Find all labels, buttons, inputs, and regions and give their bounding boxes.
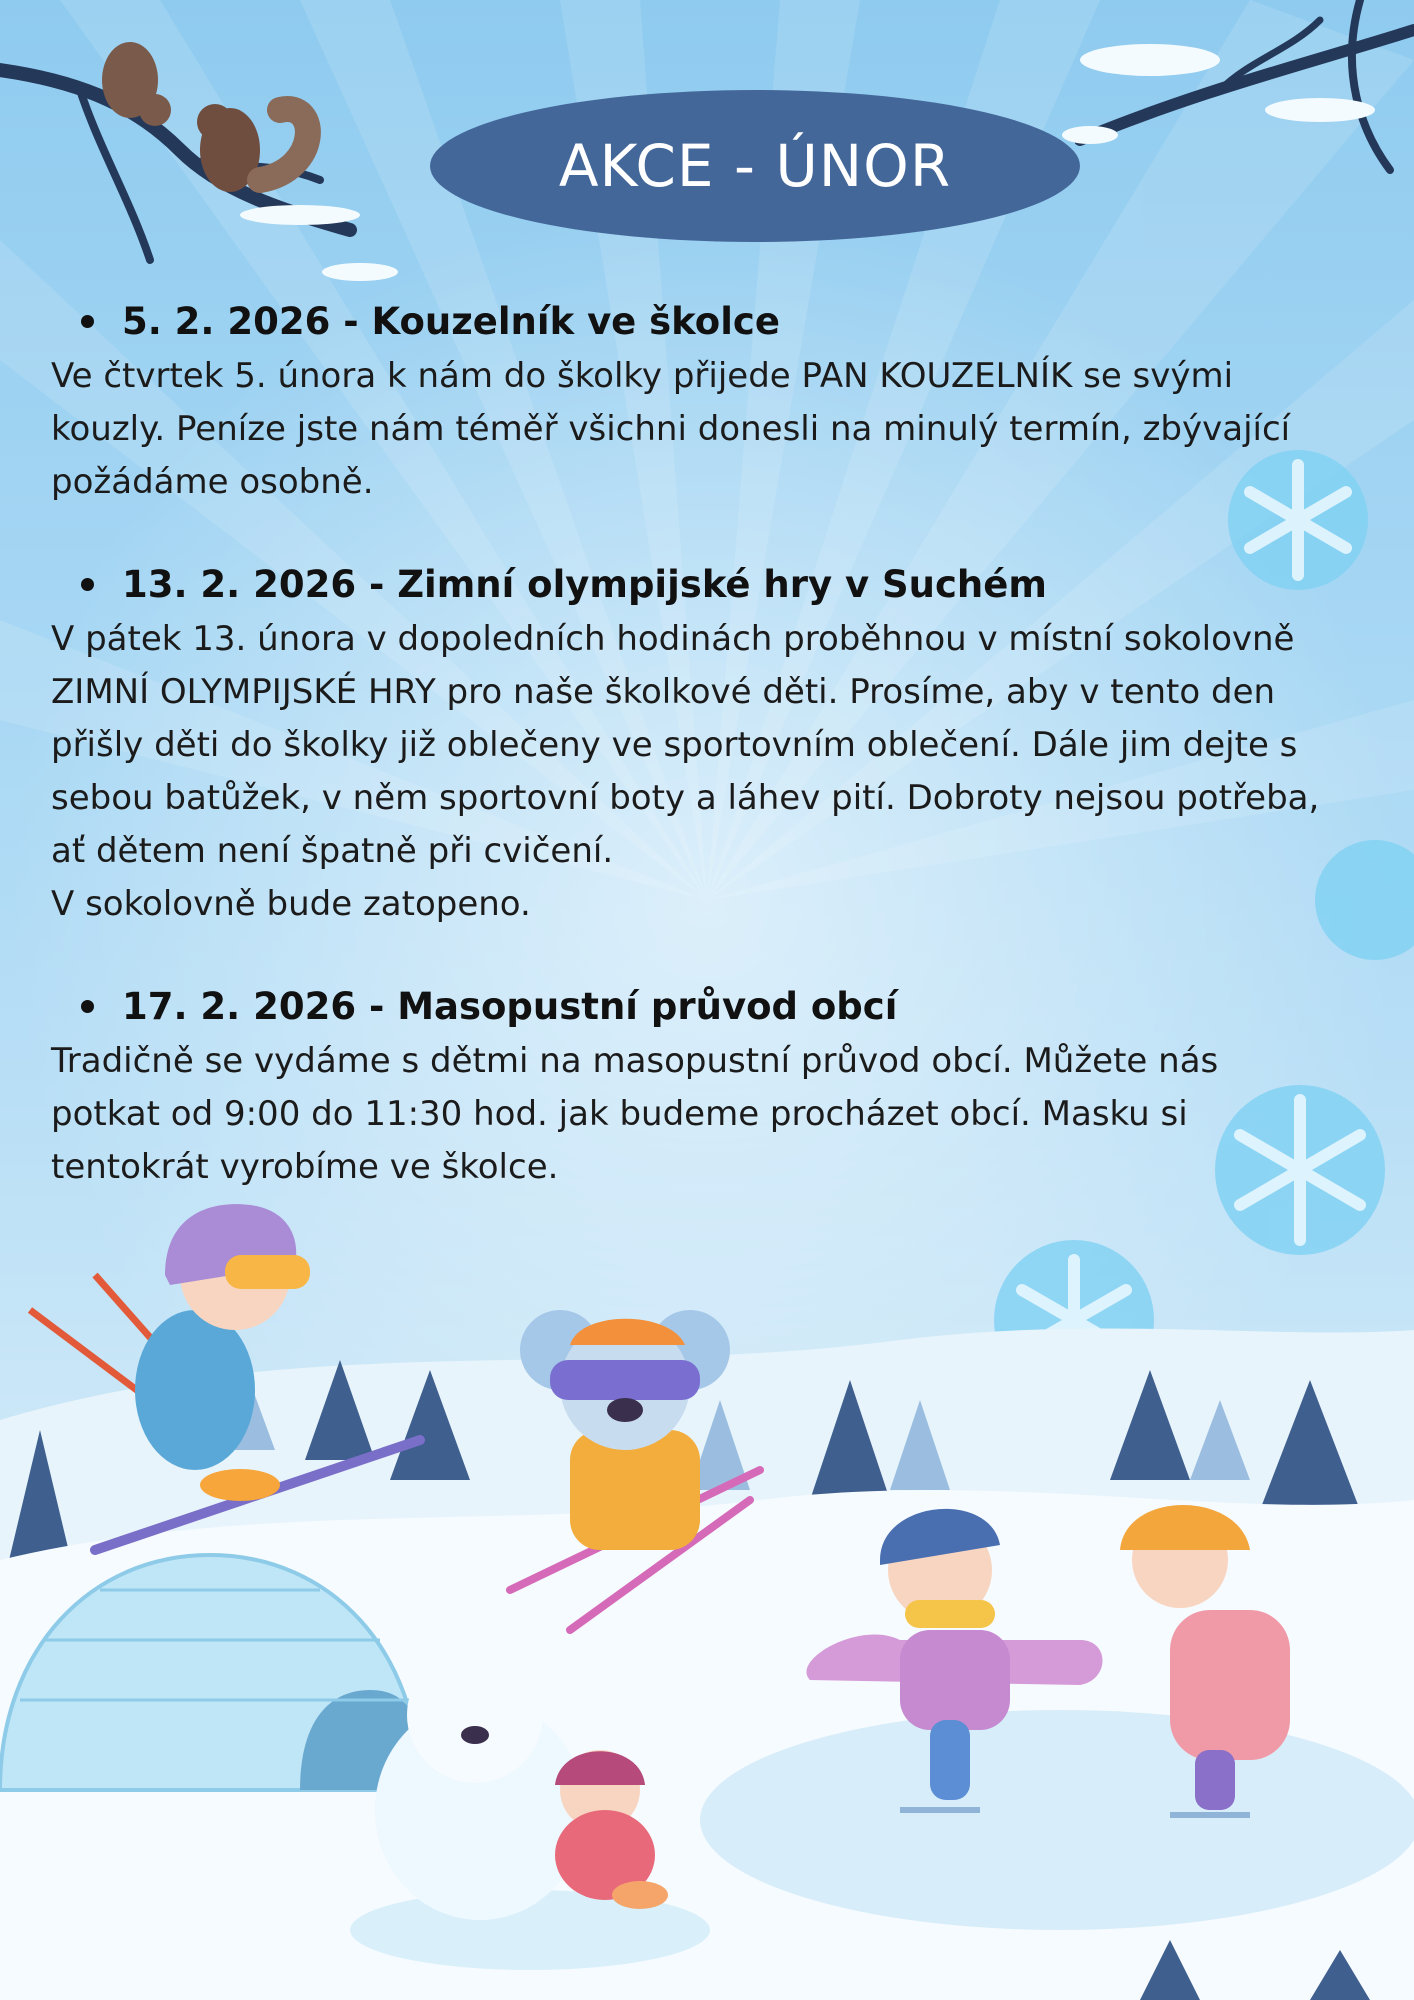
- title-banner: [430, 90, 1080, 242]
- event-heading-row: [81, 555, 1381, 613]
- event-heading-row: [81, 292, 1381, 350]
- event-item-olympics: [51, 555, 1381, 931]
- events-list: [51, 292, 1381, 1240]
- event-heading: 5. 2. 2026 - Kouzelník ve školce: [122, 299, 780, 343]
- ice-rink: [700, 1710, 1414, 1930]
- page-title: AKCE - ÚNOR: [558, 132, 952, 200]
- event-item-carnival: [51, 977, 1381, 1194]
- bullet-icon: [81, 1000, 94, 1013]
- bullet-icon: [81, 578, 94, 591]
- event-description: Ve čtvrtek 5. února k nám do školky přijede PAN KOUZELNÍK se svými kouzly. Peníze jste nám téměř všichni donesli na minulý termín, zbývající požádáme osobně.: [51, 356, 1291, 502]
- event-heading: 13. 2. 2026 - Zimní olympijské hry v Suchém: [122, 562, 1047, 606]
- event-heading-row: [81, 977, 1381, 1035]
- event-heading: 17. 2. 2026 - Masopustní průvod obcí: [122, 984, 898, 1028]
- event-item-magician: [51, 292, 1381, 509]
- squirrel-icon: [102, 42, 308, 192]
- bullet-icon: [81, 315, 94, 328]
- event-description: V pátek 13. února v dopoledních hodinách proběhnou v místní sokolovně ZIMNÍ OLYMPIJSKÉ HRY pro naše školkové děti. Prosíme, aby v tento den přišly děti do školky již oblečeny ve sportovním oblečení. Dále jim dejte s sebou batůžek, v něm sportovní boty a láhev pití. Dobroty nejsou potřeba, ať dětem není špatně při cvičení. V sokolovně bude zatopeno.: [51, 619, 1320, 924]
- event-description: Tradičně se vydáme s dětmi na masopustní průvod obcí. Můžete nás potkat od 9:00 do 11:30 hod. jak budeme procházet obcí. Masku si tentokrát vyrobíme ve školce.: [51, 1041, 1219, 1187]
